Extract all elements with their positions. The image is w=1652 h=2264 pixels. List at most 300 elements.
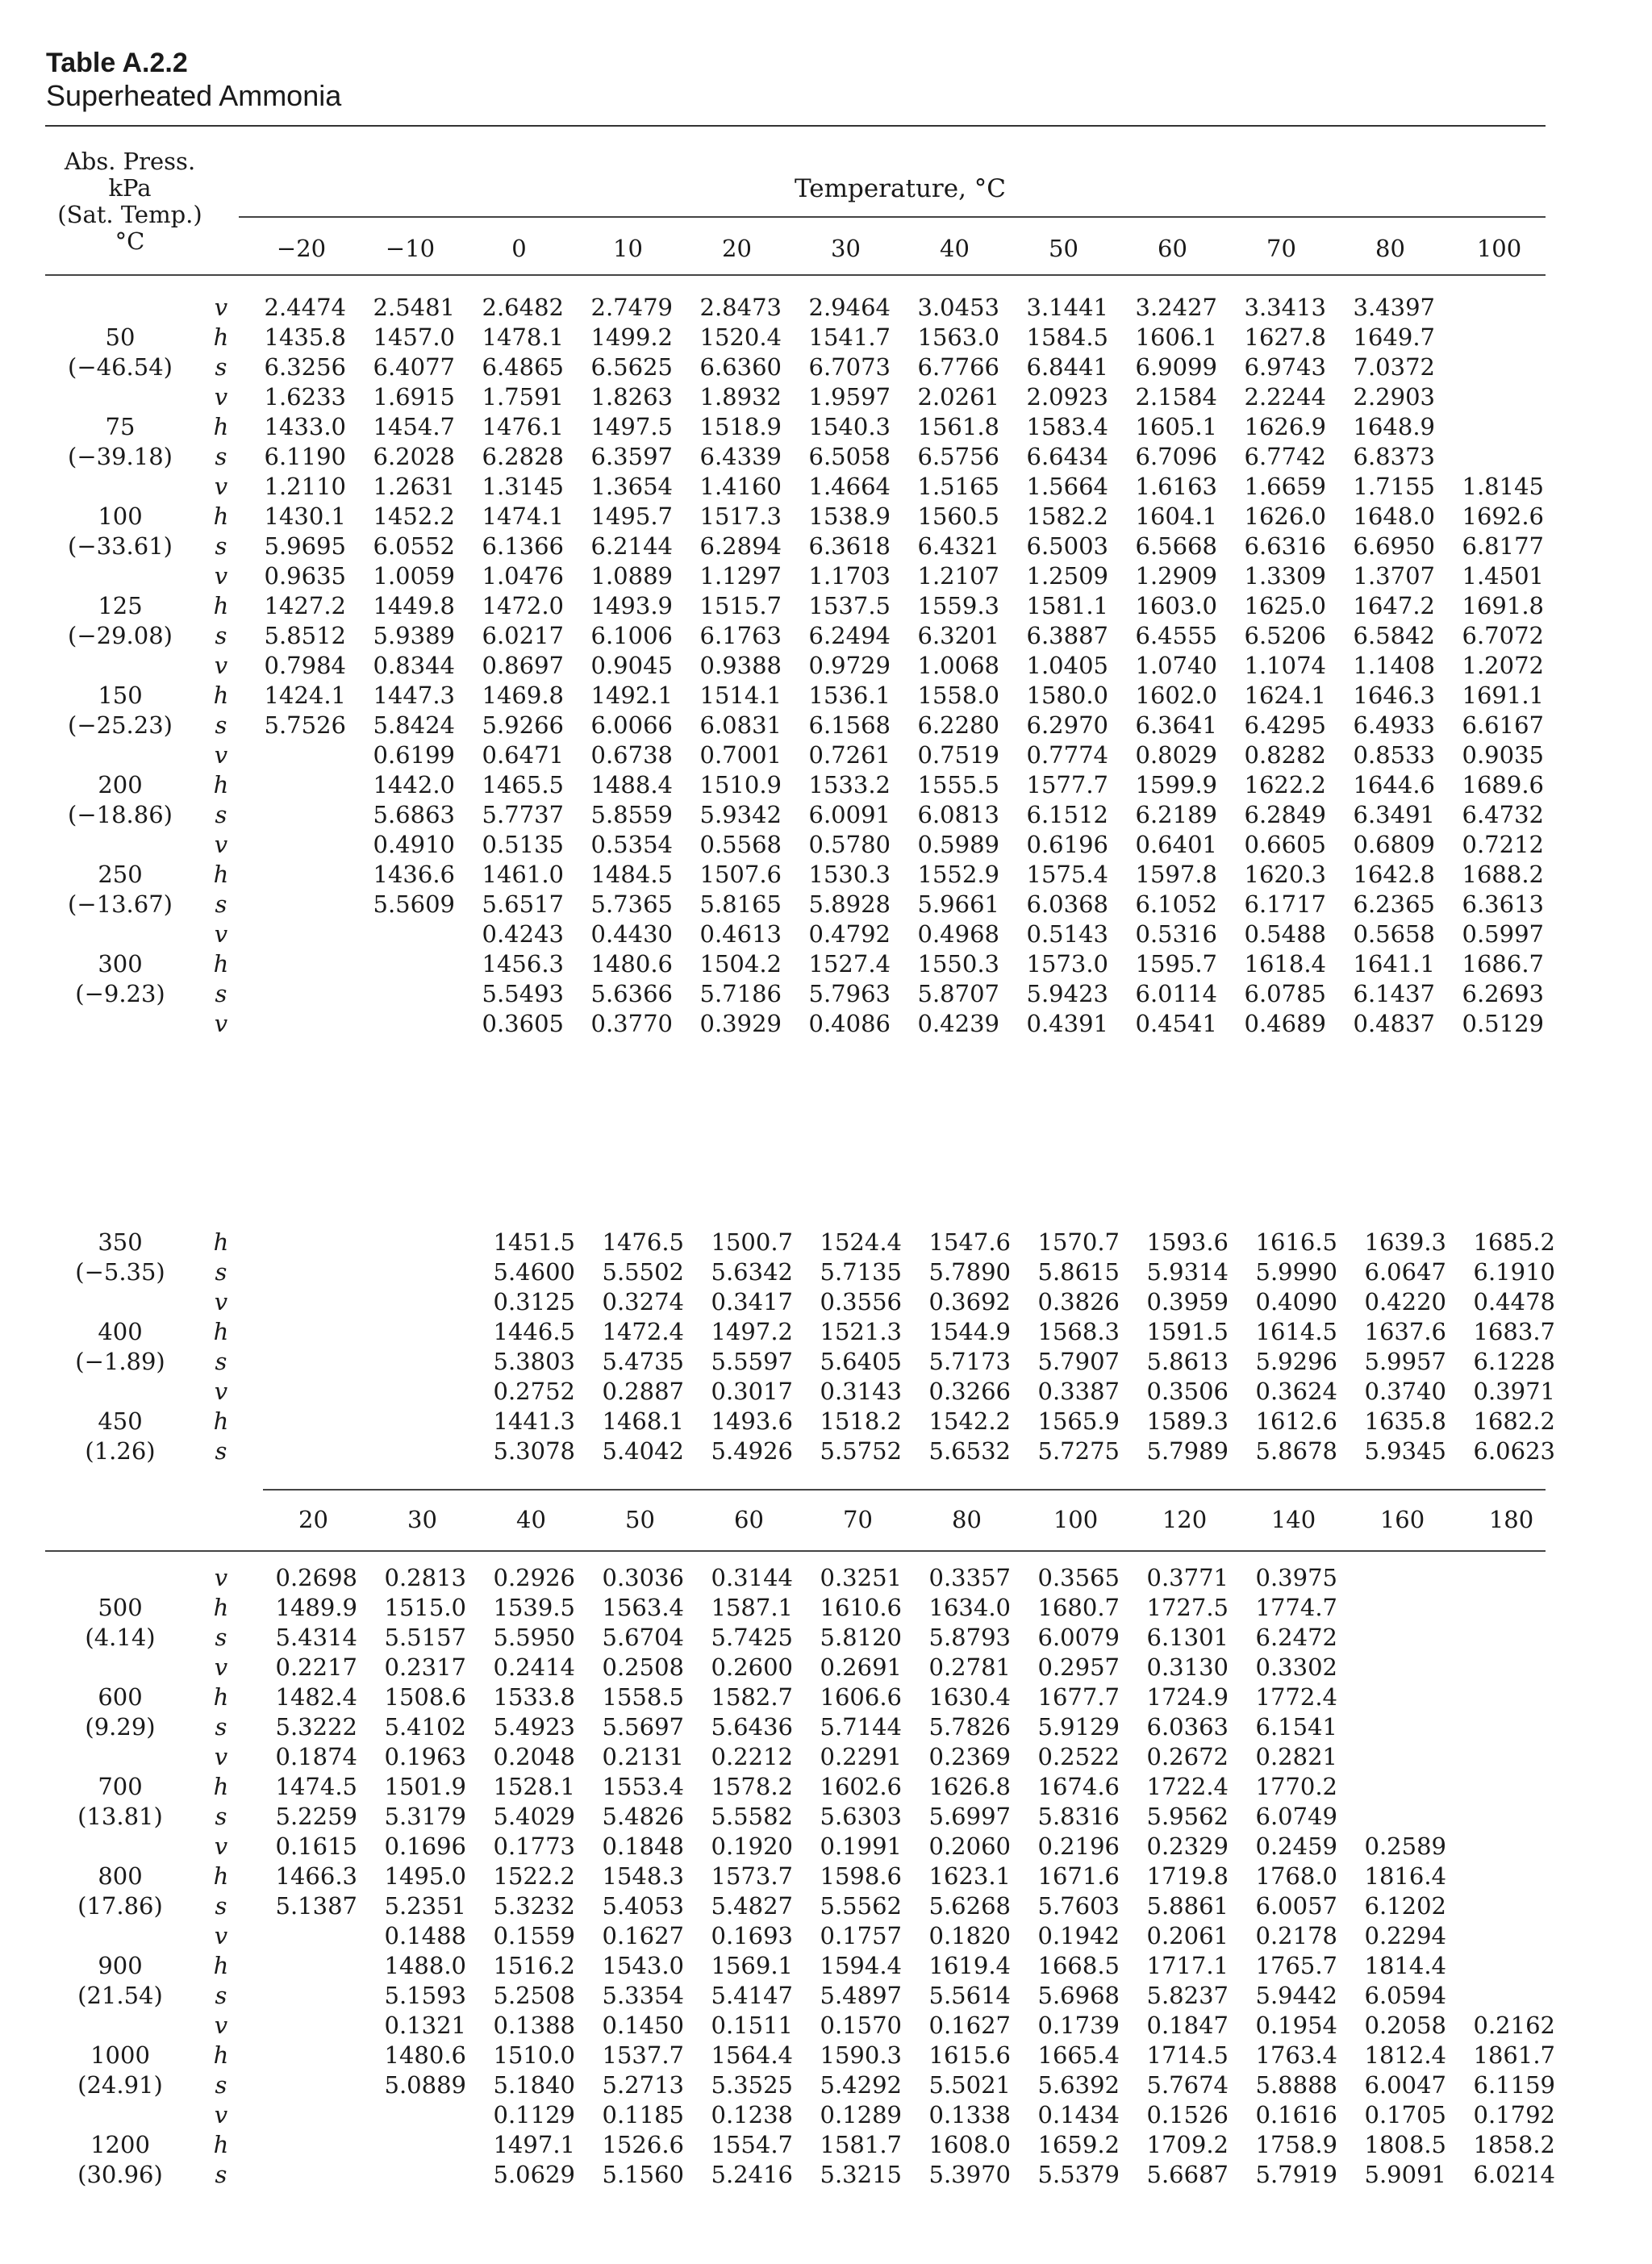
table-cell: 1816.4: [1364, 1862, 1446, 1890]
table-cell: 0.1338: [928, 2101, 1011, 2128]
table-cell: 1442.0: [373, 771, 455, 798]
table-cell: 6.1763: [699, 622, 782, 649]
table-cell: [258, 1921, 367, 1951]
property-symbol: s: [215, 1982, 227, 2009]
table-cell: 1558.5: [602, 1683, 684, 1711]
table-cell: 6.7073: [808, 353, 891, 381]
table-cell: 0.1129: [493, 2101, 575, 2128]
table-cell: 5.6532: [928, 1437, 1011, 1465]
table-cell: [1347, 1682, 1456, 1712]
table-cell: 1457.0: [373, 323, 455, 351]
table-cell: 5.3232: [493, 1892, 575, 1920]
table-cell: 0.3302: [1255, 1653, 1337, 1681]
property-symbol: v: [214, 562, 228, 590]
table-cell: 5.9442: [1255, 1982, 1337, 2009]
table-cell: 1615.6: [928, 2041, 1011, 2069]
temp-col-header: 120: [1162, 1506, 1208, 1533]
table-cell: 0.2672: [1146, 1743, 1229, 1770]
table-cell: 0.1185: [602, 2101, 684, 2128]
pressure-label: (9.29): [85, 1713, 156, 1741]
table-cell: 0.2600: [711, 1653, 793, 1681]
table-cell: 1.2107: [917, 562, 999, 590]
table-cell: 1489.9: [275, 1594, 357, 1621]
table-cell: [247, 860, 356, 890]
table-cell: 0.1705: [1364, 2101, 1446, 2128]
table-cell: 1578.2: [711, 1773, 793, 1800]
table-cell: 0.2217: [275, 1653, 357, 1681]
table-cell: 1682.2: [1473, 1407, 1555, 1435]
table-cell: 1495.0: [384, 1862, 466, 1890]
table-cell: 0.1388: [493, 2012, 575, 2039]
table-title: Table A.2.2: [46, 48, 188, 78]
table-cell: [1445, 323, 1554, 352]
table-cell: 0.7001: [699, 741, 782, 769]
table-cell: 1634.0: [928, 1594, 1011, 1621]
table-cell: 5.4042: [602, 1437, 684, 1465]
property-symbol: h: [213, 323, 229, 351]
pressure-label: (17.86): [77, 1892, 163, 1920]
pressure-label: (1.26): [85, 1437, 156, 1465]
table-cell: 6.1717: [1244, 890, 1326, 918]
table-cell: 5.5609: [373, 890, 455, 918]
pressure-label: (−9.23): [75, 980, 165, 1007]
table-cell: 6.6950: [1353, 532, 1435, 560]
table-cell: 1518.9: [699, 413, 782, 440]
table-cell: 5.9266: [482, 711, 564, 739]
table-cell: 5.1560: [602, 2161, 684, 2188]
table-cell: 1541.7: [808, 323, 891, 351]
table-cell: 0.5658: [1353, 920, 1435, 948]
table-subtitle: Superheated Ammonia: [46, 79, 342, 112]
pressure-label: 900: [98, 1952, 143, 1979]
table-cell: 5.3354: [602, 1982, 684, 2009]
second-header-bottom-rule: [45, 1550, 1546, 1552]
table-cell: 0.2459: [1255, 1832, 1337, 1860]
table-cell: [356, 949, 465, 979]
table-cell: 0.7519: [917, 741, 999, 769]
table-cell: 5.5562: [820, 1892, 902, 1920]
table-cell: 6.1568: [808, 711, 891, 739]
table-cell: 1.3654: [590, 473, 673, 500]
table-cell: 0.8029: [1135, 741, 1217, 769]
table-cell: 1.5165: [917, 473, 999, 500]
table-cell: 0.1963: [384, 1743, 466, 1770]
table-cell: 2.1584: [1135, 383, 1217, 411]
table-cell: 0.5316: [1135, 920, 1217, 948]
table-cell: 6.7766: [917, 353, 999, 381]
table-cell: 5.8559: [590, 801, 673, 828]
temp-col-header: 50: [625, 1506, 655, 1533]
property-symbol: h: [213, 1318, 229, 1345]
table-cell: 1.2909: [1135, 562, 1217, 590]
table-cell: 5.3803: [493, 1348, 575, 1375]
table-cell: 2.2903: [1353, 383, 1435, 411]
pressure-label: [45, 382, 195, 412]
table-cell: 1.6659: [1244, 473, 1326, 500]
table-cell: [1456, 1563, 1565, 1593]
table-cell: 6.1006: [590, 622, 673, 649]
table-cell: 1441.3: [493, 1407, 575, 1435]
table-cell: [258, 2130, 367, 2160]
table-cell: [1456, 1653, 1565, 1682]
pressure-label: [45, 830, 195, 860]
pressure-label: (24.91): [77, 2071, 163, 2099]
table-cell: 1478.1: [482, 323, 564, 351]
property-symbol: h: [213, 1407, 229, 1435]
table-cell: 1605.1: [1135, 413, 1217, 440]
table-cell: 5.7737: [482, 801, 564, 828]
property-symbol: h: [213, 1773, 229, 1800]
table-cell: 0.4430: [590, 920, 673, 948]
table-cell: 0.3357: [928, 1564, 1011, 1591]
table-cell: 0.3143: [820, 1378, 902, 1405]
table-cell: 0.3929: [699, 1010, 782, 1037]
table-cell: 1524.4: [820, 1228, 902, 1256]
table-cell: 1469.8: [482, 682, 564, 709]
table-cell: 0.4090: [1255, 1288, 1337, 1315]
table-cell: 0.3975: [1255, 1564, 1337, 1591]
temp-col-header: 60: [1158, 235, 1187, 262]
table-cell: 6.5003: [1026, 532, 1108, 560]
table-cell: 1454.7: [373, 413, 455, 440]
table-cell: 1774.7: [1255, 1594, 1337, 1621]
table-cell: 1480.6: [590, 950, 673, 978]
table-cell: 0.3771: [1146, 1564, 1229, 1591]
pressure-label: 100: [98, 502, 143, 530]
table-cell: 0.2887: [602, 1378, 684, 1405]
table-cell: 1.0889: [590, 562, 673, 590]
table-cell: 6.0785: [1244, 980, 1326, 1007]
property-symbol: h: [213, 950, 229, 978]
table-cell: 0.5354: [590, 831, 673, 858]
table-cell: [1456, 1802, 1565, 1832]
table-cell: 1581.1: [1026, 592, 1108, 619]
table-cell: 6.3641: [1135, 711, 1217, 739]
table-cell: 6.5756: [917, 443, 999, 470]
table-cell: 5.3215: [820, 2161, 902, 2188]
table-cell: 1722.4: [1146, 1773, 1229, 1800]
table-cell: 2.4474: [264, 294, 346, 321]
table-cell: 1563.0: [917, 323, 999, 351]
table-cell: [1456, 1682, 1565, 1712]
table-cell: [1347, 1772, 1456, 1802]
table-cell: 1456.3: [482, 950, 564, 978]
table-cell: 6.2693: [1462, 980, 1544, 1007]
pressure-label: 50: [105, 323, 136, 351]
pressure-label: (−29.08): [68, 622, 173, 649]
pressure-label: 300: [98, 950, 143, 978]
temp-col-header: 10: [613, 235, 643, 262]
table-cell: 1665.4: [1037, 2041, 1120, 2069]
table-cell: 5.4735: [602, 1348, 684, 1375]
table-cell: 7.0372: [1353, 353, 1435, 381]
table-cell: 1480.6: [384, 2041, 466, 2069]
table-cell: 0.3017: [711, 1378, 793, 1405]
table-cell: 6.0363: [1146, 1713, 1229, 1741]
table-cell: [247, 740, 356, 770]
temp-col-header: 40: [516, 1506, 546, 1533]
table-cell: 6.1301: [1146, 1624, 1229, 1651]
table-cell: 6.3491: [1353, 801, 1435, 828]
table-cell: 0.1920: [711, 1832, 793, 1860]
table-cell: 0.2048: [493, 1743, 575, 1770]
table-cell: 6.1910: [1473, 1258, 1555, 1286]
table-cell: 0.2291: [820, 1743, 902, 1770]
table-cell: 6.5625: [590, 353, 673, 381]
temp-col-header: −20: [276, 235, 327, 262]
table-cell: 1709.2: [1146, 2131, 1229, 2158]
table-cell: 1691.1: [1462, 682, 1544, 709]
property-symbol: h: [213, 1952, 229, 1979]
table-cell: 1.8263: [590, 383, 673, 411]
table-cell: 1474.5: [275, 1773, 357, 1800]
table-cell: 1580.0: [1026, 682, 1108, 709]
table-cell: 5.5950: [493, 1624, 575, 1651]
table-cell: 1649.7: [1353, 323, 1435, 351]
table-cell: 1644.6: [1353, 771, 1435, 798]
table-cell: 1543.0: [602, 1952, 684, 1979]
table-cell: 6.3597: [590, 443, 673, 470]
table-cell: [258, 1287, 367, 1317]
table-cell: 1858.2: [1473, 2131, 1555, 2158]
table-cell: 5.9661: [917, 890, 999, 918]
table-cell: 0.2813: [384, 1564, 466, 1591]
table-cell: 6.4321: [917, 532, 999, 560]
table-cell: 6.1202: [1364, 1892, 1446, 1920]
table-cell: 0.4243: [482, 920, 564, 948]
property-symbol: s: [215, 1713, 227, 1741]
table-cell: 0.1615: [275, 1832, 357, 1860]
table-cell: 6.7742: [1244, 443, 1326, 470]
table-cell: [356, 1009, 465, 1039]
table-cell: 6.1512: [1026, 801, 1108, 828]
table-cell: 0.5143: [1026, 920, 1108, 948]
table-cell: 5.4029: [493, 1803, 575, 1830]
table-cell: 0.4613: [699, 920, 782, 948]
property-symbol: v: [214, 294, 228, 321]
table-cell: 3.1441: [1026, 294, 1108, 321]
table-cell: 1674.6: [1037, 1773, 1120, 1800]
property-symbol: v: [214, 741, 228, 769]
table-cell: 1558.0: [917, 682, 999, 709]
table-cell: 6.3887: [1026, 622, 1108, 649]
table-cell: 6.9099: [1135, 353, 1217, 381]
property-symbol: v: [214, 1832, 228, 1860]
table-cell: 1538.9: [808, 502, 891, 530]
table-cell: 5.8793: [928, 1624, 1011, 1651]
table-cell: 5.2713: [602, 2071, 684, 2099]
pressure-label: 450: [98, 1407, 143, 1435]
property-symbol: s: [215, 443, 227, 470]
table-cell: 1.1297: [699, 562, 782, 590]
table-cell: 0.1696: [384, 1832, 466, 1860]
table-cell: 1686.7: [1462, 950, 1544, 978]
table-cell: 1772.4: [1255, 1683, 1337, 1711]
table-cell: 5.2416: [711, 2161, 793, 2188]
table-cell: 0.2178: [1255, 1922, 1337, 1949]
property-symbol: s: [215, 622, 227, 649]
table-cell: 1547.6: [928, 1228, 1011, 1256]
table-cell: 0.1559: [493, 1922, 575, 1949]
table-cell: 0.5488: [1244, 920, 1326, 948]
table-cell: 1.5664: [1026, 473, 1108, 500]
pressure-label: 600: [98, 1683, 143, 1711]
table-cell: 0.3251: [820, 1564, 902, 1591]
table-cell: 5.9990: [1255, 1258, 1337, 1286]
table-cell: 1424.1: [264, 682, 346, 709]
table-cell: 1517.3: [699, 502, 782, 530]
table-cell: 5.7425: [711, 1624, 793, 1651]
table-cell: 0.1874: [275, 1743, 357, 1770]
table-cell: [1347, 1712, 1456, 1742]
table-cell: 5.9296: [1255, 1348, 1337, 1375]
table-cell: 0.6605: [1244, 831, 1326, 858]
property-symbol: v: [214, 383, 228, 411]
table-cell: 1763.4: [1255, 2041, 1337, 2069]
table-cell: 1603.0: [1135, 592, 1217, 619]
table-cell: 1.1074: [1244, 652, 1326, 679]
table-cell: 1602.0: [1135, 682, 1217, 709]
temp-col-header: 80: [1375, 235, 1405, 262]
table-cell: [1445, 412, 1554, 442]
table-cell: 1.7155: [1353, 473, 1435, 500]
pressure-label: 700: [98, 1773, 143, 1800]
table-cell: 5.7674: [1146, 2071, 1229, 2099]
table-cell: 6.6316: [1244, 532, 1326, 560]
table-cell: 5.4600: [493, 1258, 575, 1286]
table-cell: 5.1840: [493, 2071, 575, 2099]
table-cell: 0.1792: [1473, 2101, 1555, 2128]
property-table: [45, 0, 1555, 2264]
table-cell: 6.2970: [1026, 711, 1108, 739]
table-cell: 6.1437: [1353, 980, 1435, 1007]
table-cell: 1671.6: [1037, 1862, 1120, 1890]
table-cell: 0.6401: [1135, 831, 1217, 858]
table-cell: 1637.6: [1364, 1318, 1446, 1345]
table-cell: 5.9345: [1364, 1437, 1446, 1465]
temp-col-header: 70: [843, 1506, 873, 1533]
pressure-label: (−1.89): [75, 1348, 165, 1375]
table-cell: 1648.9: [1353, 413, 1435, 440]
table-cell: 0.4478: [1473, 1288, 1555, 1315]
table-cell: [367, 2100, 476, 2130]
table-cell: 1808.5: [1364, 2131, 1446, 2158]
table-cell: 5.7135: [820, 1258, 902, 1286]
table-cell: [1456, 1772, 1565, 1802]
pressure-label: [45, 472, 195, 502]
table-cell: 5.5379: [1037, 2161, 1120, 2188]
table-cell: 1622.2: [1244, 771, 1326, 798]
table-cell: 1.2110: [264, 473, 346, 500]
table-cell: 2.7479: [590, 294, 673, 321]
table-cell: 1.0068: [917, 652, 999, 679]
pressure-label: [45, 1377, 195, 1407]
table-cell: 0.9035: [1462, 741, 1544, 769]
table-cell: 5.8512: [264, 622, 346, 649]
table-cell: 1.4160: [699, 473, 782, 500]
table-cell: 1714.5: [1146, 2041, 1229, 2069]
property-symbol: h: [213, 413, 229, 440]
table-cell: 5.3179: [384, 1803, 466, 1830]
table-cell: 1476.5: [602, 1228, 684, 1256]
table-cell: 6.0813: [917, 801, 999, 828]
table-cell: 5.2351: [384, 1892, 466, 1920]
table-cell: 0.2698: [275, 1564, 357, 1591]
property-symbol: v: [214, 831, 228, 858]
temp-col-header: 100: [1476, 235, 1522, 262]
property-symbol: s: [215, 1348, 227, 1375]
pressure-label: (−13.67): [68, 890, 173, 918]
table-cell: 0.6199: [373, 741, 455, 769]
table-cell: 1590.3: [820, 2041, 902, 2069]
table-cell: 5.7826: [928, 1713, 1011, 1741]
table-cell: 1624.1: [1244, 682, 1326, 709]
property-symbol: v: [214, 652, 228, 679]
table-cell: 6.3201: [917, 622, 999, 649]
table-cell: 1591.5: [1146, 1318, 1229, 1345]
table-cell: 0.1526: [1146, 2101, 1229, 2128]
temp-col-header: 100: [1053, 1506, 1099, 1533]
pressure-label: 75: [105, 413, 136, 440]
table-cell: 6.0079: [1037, 1624, 1120, 1651]
table-cell: 1668.5: [1037, 1952, 1120, 1979]
table-cell: 1.1408: [1353, 652, 1435, 679]
table-cell: 0.3556: [820, 1288, 902, 1315]
table-cell: 1582.7: [711, 1683, 793, 1711]
table-cell: 6.1228: [1473, 1348, 1555, 1375]
table-cell: 1689.6: [1462, 771, 1544, 798]
table-cell: 1620.3: [1244, 861, 1326, 888]
table-cell: [1456, 1891, 1565, 1921]
table-cell: 1582.2: [1026, 502, 1108, 530]
table-cell: [367, 1257, 476, 1287]
table-cell: 1472.4: [602, 1318, 684, 1345]
pressure-label: [45, 1832, 195, 1862]
table-cell: 0.3971: [1473, 1378, 1555, 1405]
pressure-label: (−18.86): [68, 801, 173, 828]
table-cell: 1635.8: [1364, 1407, 1446, 1435]
table-cell: 6.1190: [264, 443, 346, 470]
pressure-label: (−25.23): [68, 711, 173, 739]
table-cell: 5.7989: [1146, 1437, 1229, 1465]
table-cell: 1530.3: [808, 861, 891, 888]
table-cell: 5.6392: [1037, 2071, 1120, 2099]
table-cell: 6.0552: [373, 532, 455, 560]
table-cell: 1765.7: [1255, 1952, 1337, 1979]
table-cell: 5.8928: [808, 890, 891, 918]
table-cell: 1528.1: [493, 1773, 575, 1800]
temperature-header: Temperature, °C: [794, 174, 1007, 203]
temp-col-header: 50: [1049, 235, 1078, 262]
table-cell: 0.1488: [384, 1922, 466, 1949]
table-cell: 0.1570: [820, 2012, 902, 2039]
table-cell: 0.2061: [1146, 1922, 1229, 1949]
table-cell: [1347, 1593, 1456, 1623]
temp-col-header: 70: [1266, 235, 1296, 262]
property-symbol: s: [215, 353, 227, 381]
table-cell: 6.8373: [1353, 443, 1435, 470]
table-cell: 1639.3: [1364, 1228, 1446, 1256]
table-cell: 1468.1: [602, 1407, 684, 1435]
table-cell: 5.9314: [1146, 1258, 1229, 1286]
table-cell: 1685.2: [1473, 1228, 1555, 1256]
table-cell: 1540.3: [808, 413, 891, 440]
table-cell: 0.4968: [917, 920, 999, 948]
table-cell: 1544.9: [928, 1318, 1011, 1345]
table-cell: 5.6997: [928, 1803, 1011, 1830]
table-cell: 1518.2: [820, 1407, 902, 1435]
table-cell: 0.2058: [1364, 2012, 1446, 2039]
